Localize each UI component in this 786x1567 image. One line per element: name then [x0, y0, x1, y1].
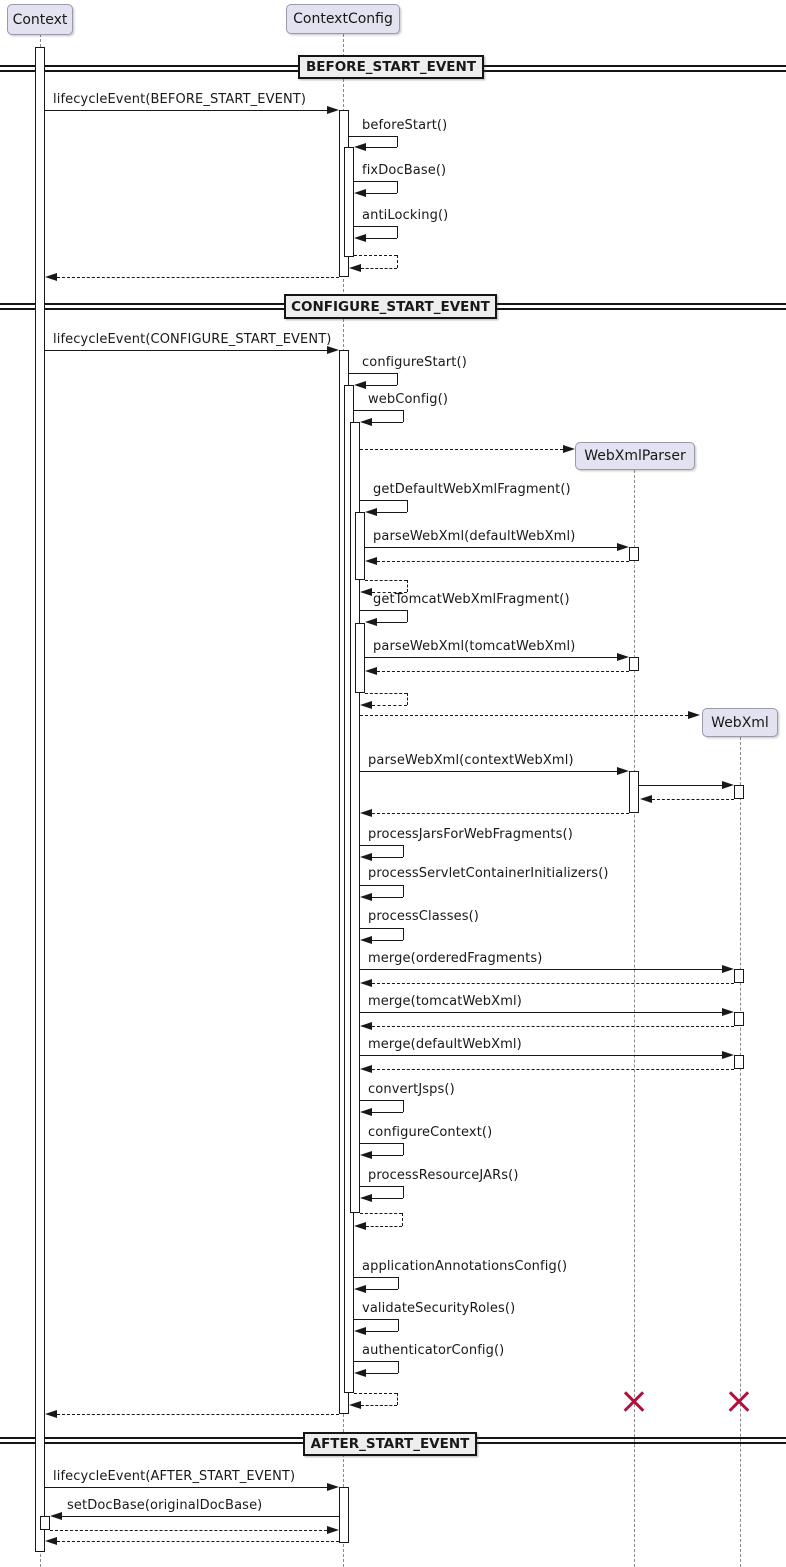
- divider-label: CONFIGURE_START_EVENT: [291, 298, 490, 315]
- message-label: applicationAnnotationsConfig(): [362, 1259, 568, 1274]
- activation-webxml-4: [734, 1055, 744, 1069]
- arrowhead-left-icon: [360, 1108, 372, 1116]
- activation-webxmlparser-1: [629, 547, 639, 561]
- arrowhead-left-icon: [360, 893, 372, 901]
- arrowhead-left-icon: [360, 701, 372, 709]
- arrowhead-right-icon: [722, 1051, 734, 1059]
- participant-label: ContextConfig: [293, 11, 393, 27]
- activation-webxml-3: [734, 1012, 744, 1026]
- message-label: lifecycleEvent(CONFIGURE_START_EVENT): [53, 332, 332, 347]
- destroy-webxml-icon: [727, 1389, 751, 1413]
- message-label: merge(tomcatWebXml): [368, 994, 522, 1009]
- message-label: merge(orderedFragments): [368, 951, 543, 966]
- message-label: webConfig(): [368, 392, 449, 407]
- activation-webxmlparser-3: [629, 771, 639, 813]
- activation-contextconfig-gettomcatfragment: [355, 623, 365, 693]
- message-label: parseWebXml(contextWebXml): [368, 753, 574, 768]
- arrowhead-left-icon: [354, 381, 366, 389]
- arrowhead-left-icon: [354, 234, 366, 242]
- arrowhead-left-icon: [365, 508, 377, 516]
- arrowhead-left-icon: [360, 1065, 372, 1073]
- message-label: validateSecurityRoles(): [362, 1301, 516, 1316]
- arrowhead-right-icon: [722, 965, 734, 973]
- participant-webxmlparser: [575, 442, 695, 470]
- message-label: lifecycleEvent(AFTER_START_EVENT): [53, 1469, 296, 1484]
- divider-label: BEFORE_START_EVENT: [305, 59, 477, 75]
- divider-configure: [284, 294, 497, 319]
- arrowhead-right-icon: [722, 1008, 734, 1016]
- activation-contextconfig-after: [339, 1487, 349, 1543]
- participant-label: WebXmlParser: [584, 448, 686, 464]
- arrowhead-right-icon: [722, 781, 734, 789]
- participant-contextconfig: [286, 4, 400, 34]
- message-label: authenticatorConfig(): [362, 1343, 505, 1358]
- arrowhead-left-icon: [640, 795, 652, 803]
- arrowhead-left-icon: [365, 618, 377, 626]
- arrowhead-left-icon: [360, 979, 372, 987]
- divider-before: [298, 55, 484, 79]
- arrowhead-right-icon: [563, 445, 575, 453]
- arrowhead-left-icon: [360, 809, 372, 817]
- message-label: processResourceJARs(): [368, 1168, 519, 1183]
- arrowhead-left-icon: [360, 588, 372, 596]
- activation-webxmlparser-2: [629, 657, 639, 671]
- arrowhead-left-icon: [354, 143, 366, 151]
- destroy-webxmlparser-icon: [622, 1389, 646, 1413]
- arrowhead-left-icon: [360, 936, 372, 944]
- participant-webxml: [702, 708, 778, 737]
- arrowhead-left-icon: [354, 1222, 366, 1230]
- arrowhead-left-icon: [360, 1151, 372, 1159]
- arrowhead-left-icon: [360, 853, 372, 861]
- arrowhead-left-icon: [349, 264, 361, 272]
- arrowhead-left-icon: [360, 418, 372, 426]
- message-label: parseWebXml(defaultWebXml): [373, 529, 576, 544]
- arrowhead-right-icon: [327, 346, 339, 354]
- activation-contextconfig-before-2: [344, 147, 354, 257]
- arrowhead-left-icon: [360, 1194, 372, 1202]
- arrowhead-right-icon: [327, 1526, 339, 1534]
- participant-label: Context: [12, 11, 68, 28]
- arrowhead-right-icon: [617, 653, 629, 661]
- message-label: antiLocking(): [362, 208, 449, 223]
- message-label: configureStart(): [362, 355, 467, 370]
- message-label: parseWebXml(tomcatWebXml): [373, 639, 576, 654]
- participant-context: [7, 4, 73, 35]
- arrowhead-right-icon: [688, 711, 700, 719]
- divider-label: AFTER_START_EVENT: [310, 1436, 470, 1452]
- message-label: getDefaultWebXmlFragment(): [373, 482, 571, 497]
- arrowhead-left-icon: [360, 1022, 372, 1030]
- arrowhead-left-icon: [365, 557, 377, 565]
- message-label: processServletContainerInitializers(): [368, 866, 609, 881]
- arrowhead-left-icon: [45, 1537, 57, 1545]
- activation-webxml-1: [734, 785, 744, 799]
- message-label: processClasses(): [368, 909, 479, 924]
- arrowhead-left-icon: [354, 1285, 366, 1293]
- arrowhead-left-icon: [50, 1512, 62, 1520]
- message-label: configureContext(): [368, 1125, 493, 1140]
- arrowhead-left-icon: [354, 1369, 366, 1377]
- arrowhead-right-icon: [617, 543, 629, 551]
- arrowhead-left-icon: [354, 189, 366, 197]
- divider-after: [303, 1432, 477, 1456]
- arrowhead-left-icon: [365, 667, 377, 675]
- arrowhead-right-icon: [617, 767, 629, 775]
- message-label: processJarsForWebFragments(): [368, 827, 573, 842]
- message-label: convertJsps(): [368, 1082, 455, 1097]
- arrowhead-left-icon: [354, 1327, 366, 1335]
- arrowhead-right-icon: [327, 1483, 339, 1491]
- message-label: beforeStart(): [362, 118, 448, 133]
- activation-webxml-2: [734, 969, 744, 983]
- arrowhead-left-icon: [45, 1410, 57, 1418]
- arrowhead-left-icon: [349, 1401, 361, 1409]
- activation-context-main: [35, 47, 45, 1552]
- message-label: fixDocBase(): [362, 163, 447, 178]
- message-label: lifecycleEvent(BEFORE_START_EVENT): [53, 92, 307, 107]
- message-label: setDocBase(originalDocBase): [67, 1498, 263, 1513]
- arrowhead-left-icon: [45, 273, 57, 281]
- participant-label: WebXml: [711, 714, 769, 731]
- activation-context-setdocbase: [40, 1516, 50, 1530]
- arrowhead-right-icon: [327, 106, 339, 114]
- activation-contextconfig-getdefaultfragment: [355, 512, 365, 580]
- message-label: getTomcatWebXmlFragment(): [373, 592, 570, 607]
- message-label: merge(defaultWebXml): [368, 1037, 522, 1052]
